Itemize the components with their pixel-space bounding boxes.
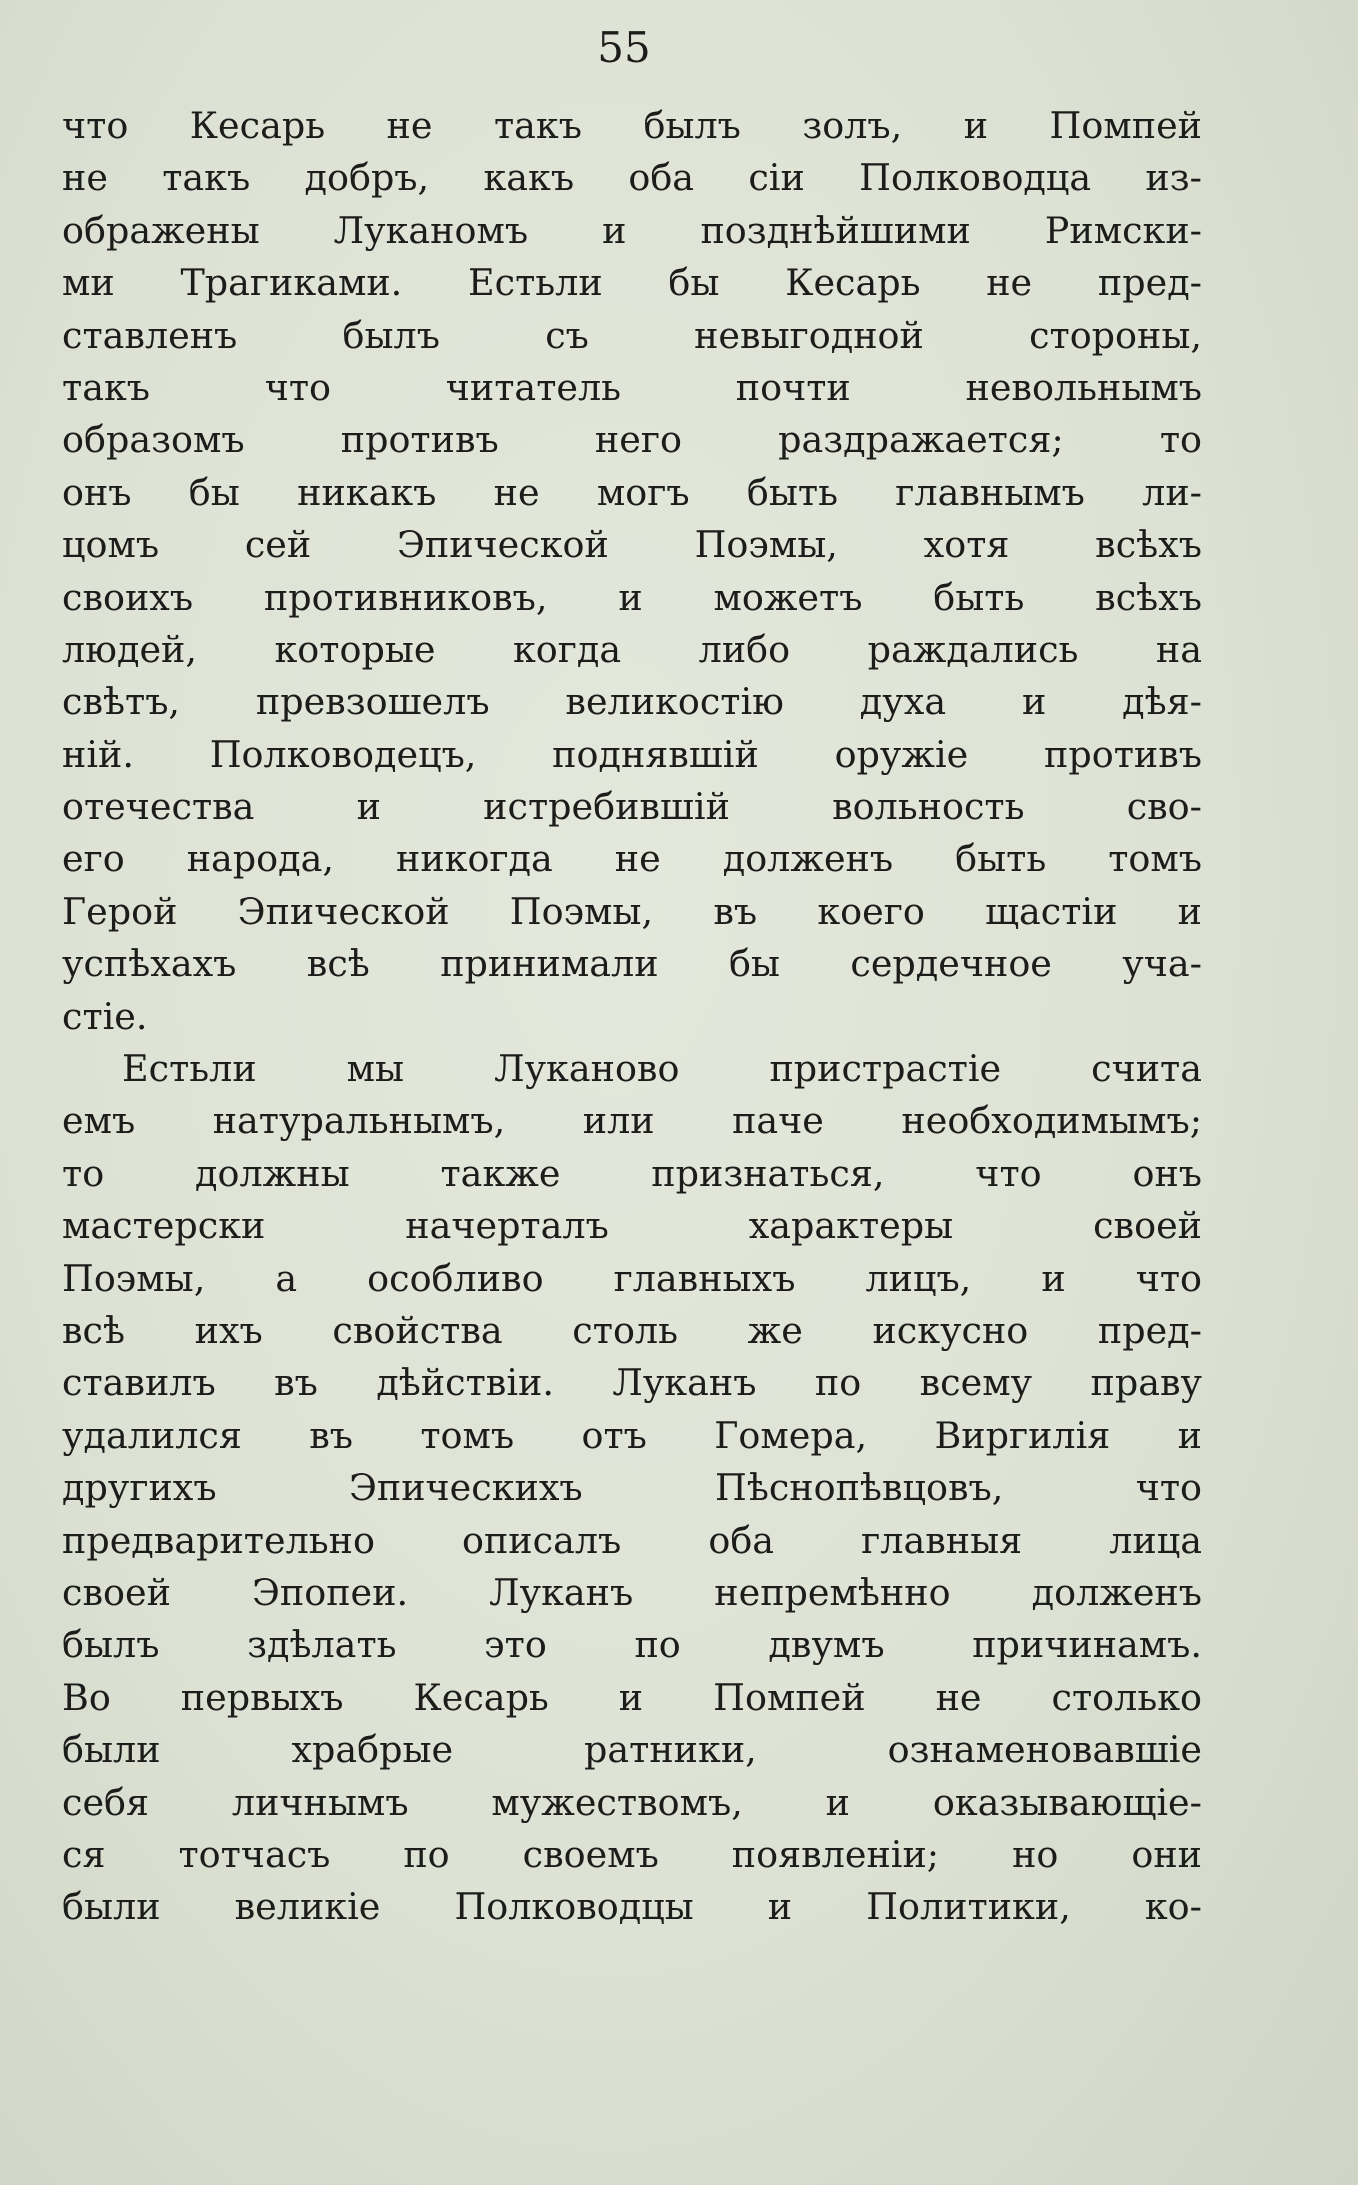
text-line: такъ что читатель почти невольнымъ — [62, 365, 1202, 409]
text-line: то должны также признаться, что онъ — [62, 1151, 1202, 1195]
text-line: ній. Полководецъ, поднявшій оружіе противъ — [62, 732, 1202, 776]
text-line: стіе. — [62, 994, 148, 1038]
text-line: онъ бы никакъ не могъ быть главнымъ ли- — [62, 470, 1202, 514]
text-line: ставленъ былъ съ невыгодной стороны, — [62, 313, 1202, 357]
text-line: были храбрые ратники, ознаменовавшіе — [62, 1728, 1202, 1772]
text-line: ставилъ въ дѣйствіи. Луканъ по всему праву — [62, 1361, 1202, 1405]
page-number: 55 — [597, 23, 651, 72]
text-line: удалился въ томъ отъ Гомера, Виргилія и — [62, 1413, 1202, 1457]
text-line: были великіе Полководцы и Политики, ко- — [62, 1885, 1202, 1929]
text-line: емъ натуральнымъ, или паче необходимымъ; — [62, 1099, 1202, 1143]
text-line: цомъ сей Эпической Поэмы, хотя всѣхъ — [62, 523, 1202, 567]
text-line: ми Трагиками. Естьли бы Кесарь не пред- — [62, 261, 1202, 305]
text-line: его народа, никогда не долженъ быть томъ — [62, 837, 1202, 881]
text-line: другихъ Эпическихъ Пѣснопѣвцовъ, что — [62, 1466, 1202, 1510]
text-line: свѣтъ, превзошелъ великостію духа и дѣя- — [62, 680, 1202, 724]
text-line: не такъ добръ, какъ оба сіи Полководца из- — [62, 156, 1202, 200]
text-line: Во первыхъ Кесарь и Помпей не столько — [62, 1675, 1202, 1719]
text-line: людей, которые когда либо раждались на — [62, 627, 1202, 671]
text-line: образомъ противъ него раздражается; то — [62, 418, 1202, 462]
text-line: своихъ противниковъ, и можетъ быть всѣхъ — [62, 575, 1202, 619]
text-line: Герой Эпической Поэмы, въ коего щастіи и — [62, 889, 1202, 933]
text-line: Поэмы, а особливо главныхъ лицъ, и что — [62, 1256, 1202, 1300]
text-line: успѣхахъ всѣ принимали бы сердечное уча- — [62, 942, 1202, 986]
text-line: отечества и истребившій вольность сво- — [62, 785, 1202, 829]
text-line: ся тотчасъ по своемъ появленіи; но они — [62, 1832, 1202, 1876]
text-line: своей Эпопеи. Луканъ непремѣнно долженъ — [62, 1570, 1202, 1614]
text-line: ображены Луканомъ и позднѣйшими Римски- — [62, 208, 1202, 252]
text-line: всѣ ихъ свойства столь же искусно пред- — [62, 1308, 1202, 1352]
paragraph — [62, 1043, 1202, 1934]
text-line: предварительно описалъ оба главныя лица — [62, 1518, 1202, 1562]
text-line: Естьли мы Луканово пристрастіе счита — [122, 1047, 1202, 1091]
text-line: что Кесарь не такъ былъ золъ, и Помпей — [62, 104, 1202, 147]
text-line: себя личнымъ мужествомъ, и оказывающіе- — [62, 1780, 1202, 1824]
text-line: былъ здѣлать это по двумъ причинамъ. — [62, 1623, 1202, 1667]
body-text — [62, 100, 1202, 1934]
text-line: мастерски начерталъ характеры своей — [62, 1204, 1202, 1248]
paragraph — [62, 100, 1202, 1043]
